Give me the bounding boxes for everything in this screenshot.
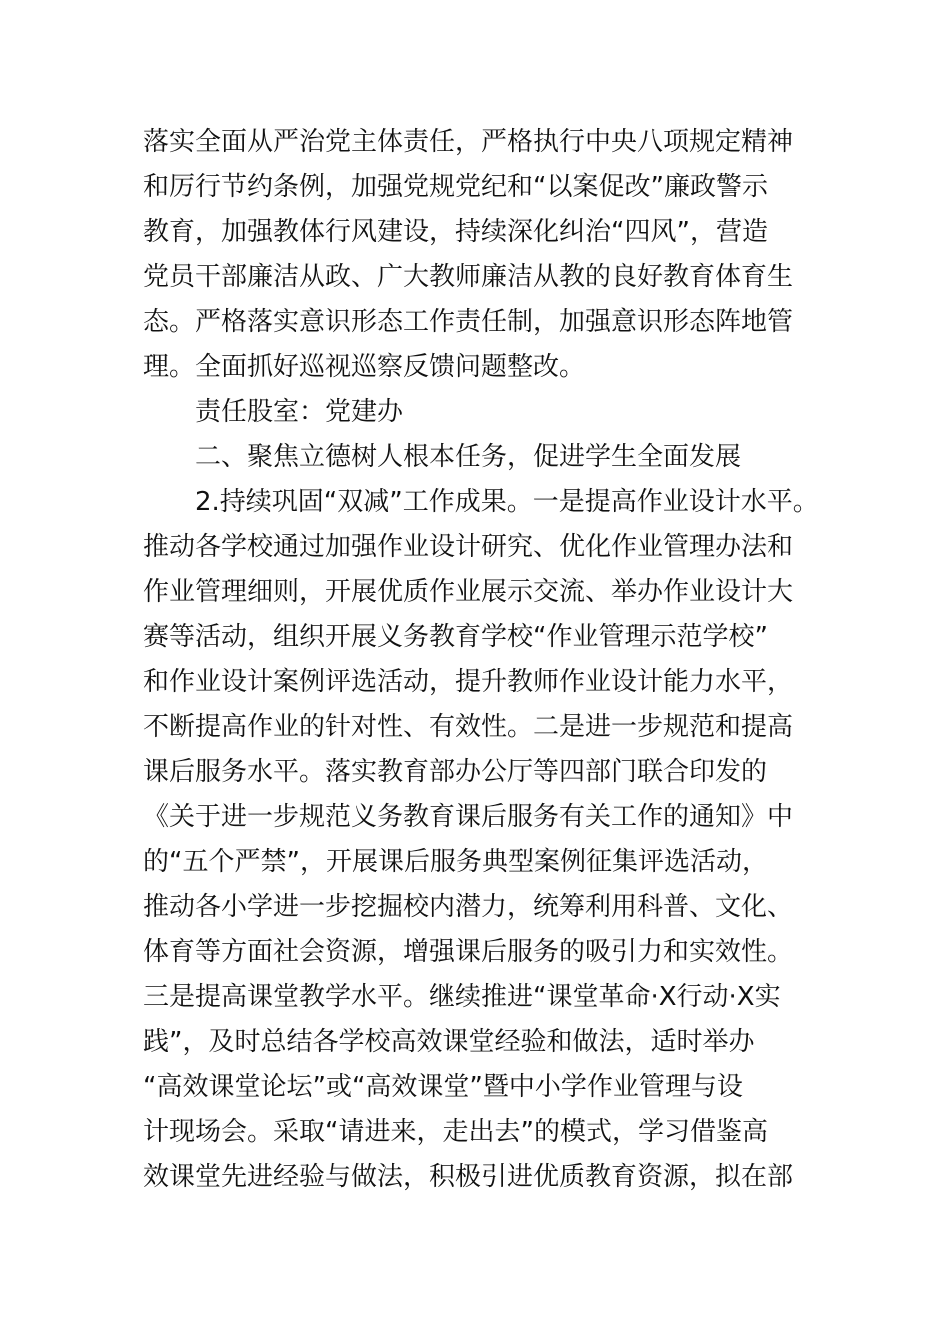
paragraph-line: 计现场会。采取“请进来，走出去”的模式，学习借鉴高 <box>143 1117 768 1147</box>
paragraph-line: 和厉行节约条例，加强党规党纪和“以案促改”廉政警示 <box>143 172 768 202</box>
paragraph-line: 效课堂先进经验与做法，积极引进优质教育资源，拟在部 <box>143 1162 794 1192</box>
paragraph-line: 赛等活动，组织开展义务教育学校“作业管理示范学校” <box>143 622 768 652</box>
paragraph-line: 落实全面从严治党主体责任，严格执行中央八项规定精神 <box>143 127 794 157</box>
paragraph-line: 三是提高课堂教学水平。继续推进“课堂革命·X行动·X实 <box>143 982 781 1012</box>
paragraph-line: 理。全面抓好巡视巡察反馈问题整改。 <box>143 352 586 382</box>
paragraph-line: 推动各学校通过加强作业设计研究、优化作业管理办法和 <box>143 532 794 562</box>
paragraph-line: 作业管理细则，开展优质作业展示交流、举办作业设计大 <box>143 577 794 607</box>
paragraph-line: 践”，及时总结各学校高效课堂经验和做法，适时举办 <box>143 1027 755 1057</box>
paragraph-line: 《关于进一步规范义务教育课后服务有关工作的通知》中 <box>143 802 794 832</box>
paragraph-line: 不断提高作业的针对性、有效性。二是进一步规范和提高 <box>143 712 794 742</box>
paragraph-line: 党员干部廉洁从政、广大教师廉洁从教的良好教育体育生 <box>143 262 794 292</box>
paragraph-line: 态。严格落实意识形态工作责任制，加强意识形态阵地管 <box>143 307 794 337</box>
responsible-office-line: 责任股室：党建办 <box>195 397 404 427</box>
section-heading: 二、聚焦立德树人根本任务，促进学生全面发展 <box>195 442 742 472</box>
paragraph-line: 课后服务水平。落实教育部办公厅等四部门联合印发的 <box>143 757 768 787</box>
paragraph-line: 的“五个严禁”，开展课后服务典型案例征集评选活动， <box>143 847 768 877</box>
paragraph-line: 推动各小学进一步挖掘校内潜力，统筹利用科普、文化、 <box>143 892 794 922</box>
paragraph-line: “高效课堂论坛”或“高效课堂”暨中小学作业管理与设 <box>143 1072 743 1102</box>
paragraph-line: 2.持续巩固“双减”工作成果。一是提高作业设计水平。 <box>195 487 819 517</box>
paragraph-line: 和作业设计案例评选活动，提升教师作业设计能力水平， <box>143 667 794 697</box>
paragraph-line: 教育，加强教体行风建设，持续深化纠治“四风”，营造 <box>143 217 768 247</box>
paragraph-line: 体育等方面社会资源，增强课后服务的吸引力和实效性。 <box>143 937 794 967</box>
